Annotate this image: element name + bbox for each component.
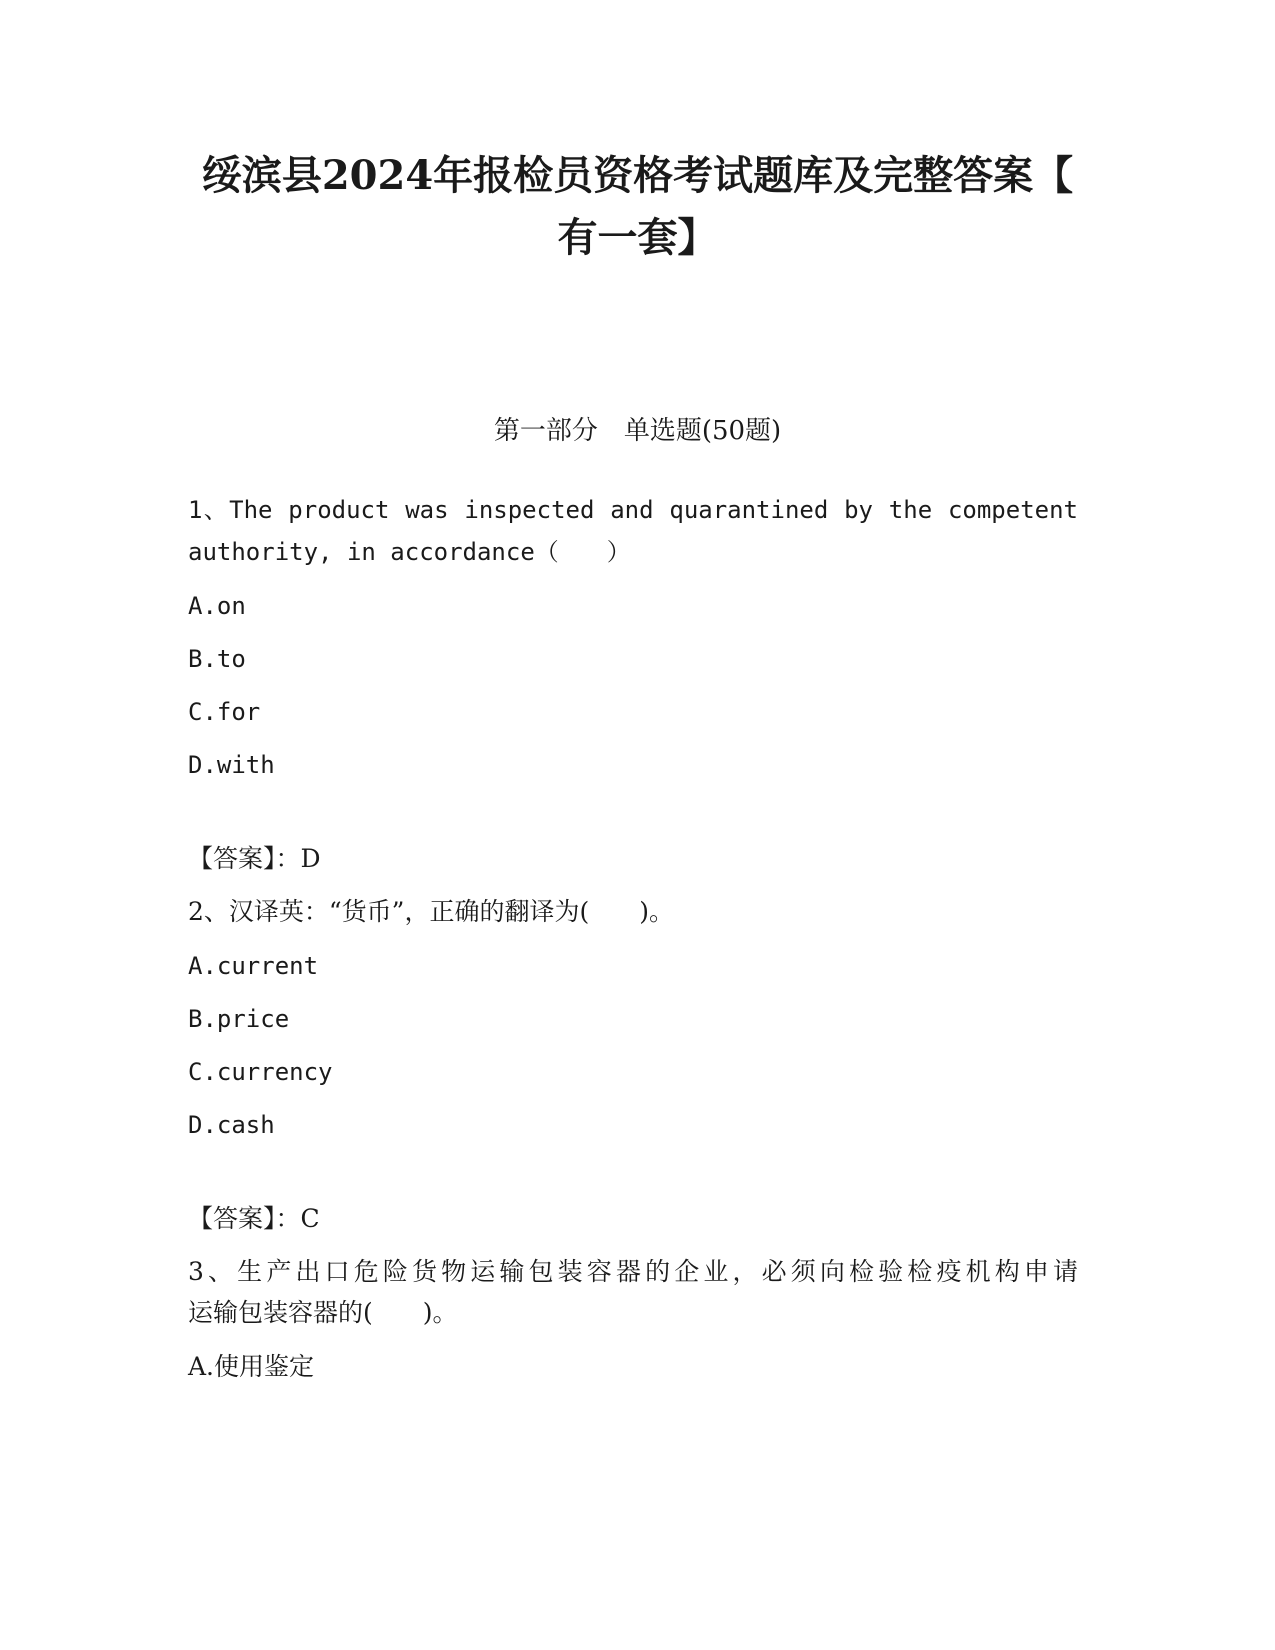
question-1-option-b: B.to [188, 645, 246, 673]
question-1-stem-line-1: 1、The product was inspected and quarantined by the competent [188, 496, 1078, 524]
question-2-answer: 【答案】：C [188, 1204, 320, 1233]
question-3-option-a: A.使用鉴定 [188, 1352, 315, 1381]
question-1-answer: 【答案】：D [188, 844, 321, 873]
question-3-stem-line-1: 3、生产出口危险货物运输包装容器的企业，必须向检验检疫机构申请 [188, 1257, 1078, 1286]
document-title-line-2: 有一套】 [557, 214, 718, 261]
question-1-option-d: D.with [188, 751, 275, 779]
question-2-option-b: B.price [188, 1005, 290, 1033]
question-1-option-c: C.for [188, 698, 261, 726]
question-2-option-a: A.current [188, 952, 319, 980]
question-2-stem: 2、汉译英：“货币”，正确的翻译为( )。 [188, 897, 674, 926]
question-2-option-c: C.currency [188, 1058, 333, 1086]
question-1-option-a: A.on [188, 592, 246, 620]
section-heading: 第一部分 单选题(50题) [493, 416, 782, 446]
question-2-option-d: D.cash [188, 1111, 275, 1139]
question-3-stem-line-2: 运输包装容器的( )。 [188, 1298, 458, 1327]
document-title-line-1: 绥滨县2024年报检员资格考试题库及完整答案【 [201, 152, 1074, 199]
question-1-stem-line-2: authority, in accordance（ ） [188, 538, 631, 566]
